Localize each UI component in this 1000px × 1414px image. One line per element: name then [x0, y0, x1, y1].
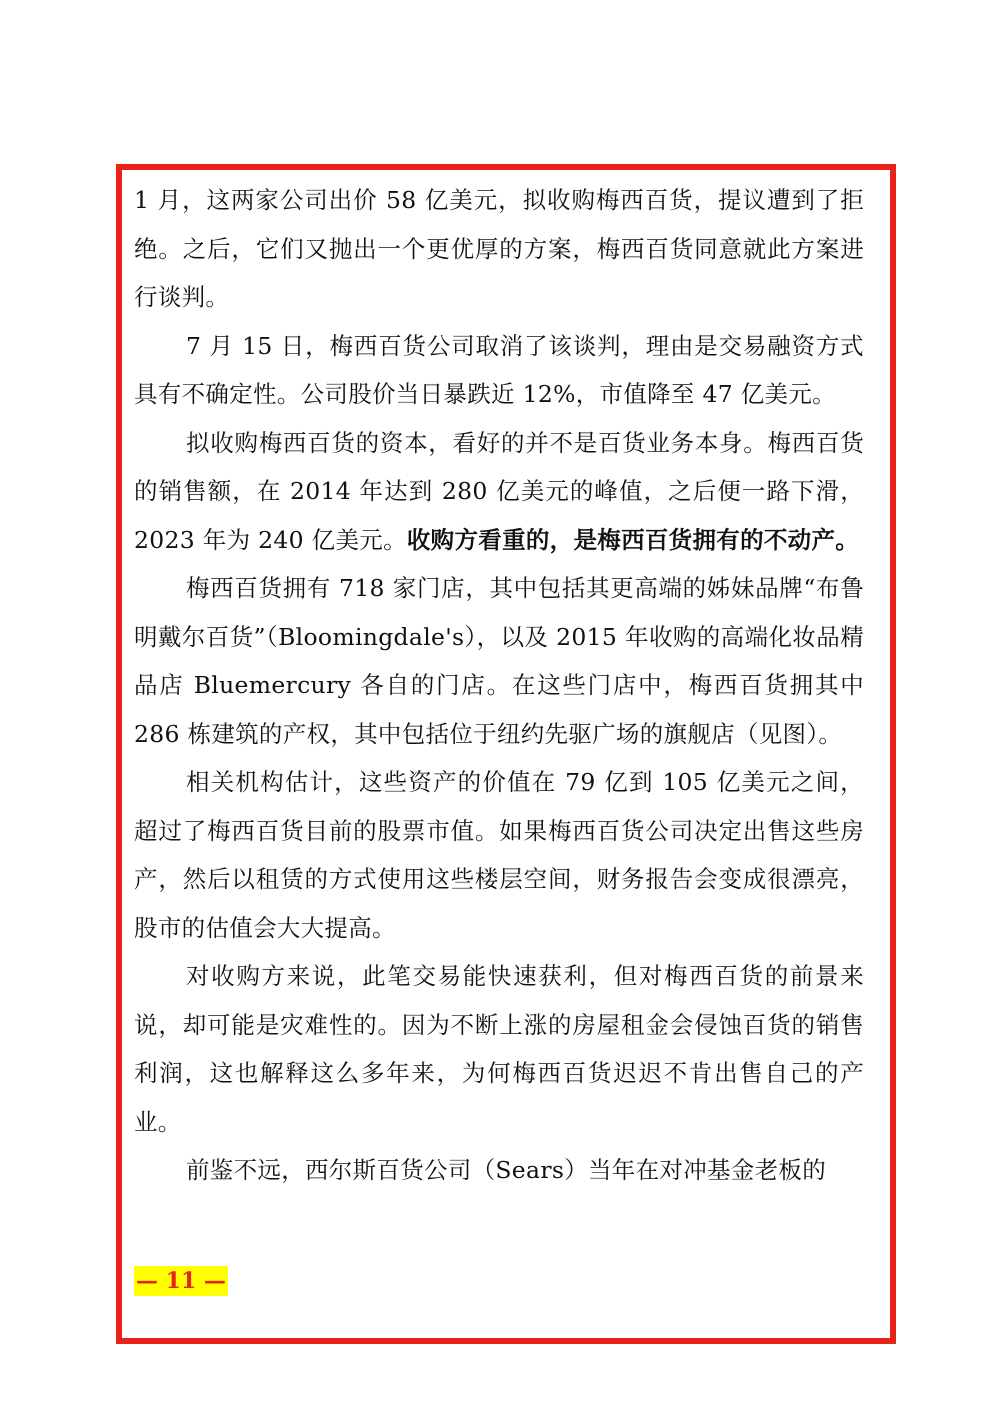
paragraph-7: 前鉴不远，西尔斯百货公司（Sears）当年在对冲基金老板的: [186, 1156, 827, 1184]
paragraph-3-text: 拟收购梅西百货的资本，看好的并不是百货业务本身。梅西百货的销售额，在 2014 年达到 280 亿美元的峰值，之后便一路下滑，2023 年为 240 亿美元。: [134, 428, 864, 554]
paragraph-3: [134, 419, 864, 565]
paragraph-5: 相关机构估计，这些资产的价值在 79 亿到 105 亿美元之间，超过了梅西百货目前的股票市值。如果梅西百货公司决定出售这些房产，然后以租赁的方式使用这些楼层空间，财务报告会变成很漂亮，股市的估值会大大提高。: [134, 768, 864, 942]
paragraph-2: 7 月 15 日，梅西百货公司取消了该谈判，理由是交易融资方式具有不确定性。公司股价当日暴跌近 12%，市值降至 47 亿美元。: [134, 331, 864, 408]
paragraph-6: 对收购方来说，此笔交易能快速获利，但对梅西百货的前景来说，却可能是灾难性的。因为不断上涨的房屋租金会侵蚀百货的销售利润，这也解释这么多年来，为何梅西百货迟迟不肯出售自己的产业。: [134, 962, 864, 1136]
paragraph-3-bold-text: 收购方看重的，是梅西百货拥有的不动产。: [406, 525, 860, 554]
page-number: — 11 —: [136, 1268, 226, 1294]
document-body: [134, 176, 864, 1195]
paragraph-4: 梅西百货拥有 718 家门店，其中包括其更高端的姊妹品牌“布鲁明戴尔百货”（Bloomingdale's），以及 2015 年收购的高端化妆品精品店 Bluemercury 各自的门店。在这些门店中，梅西百货拥其中 286 栋建筑的产权，其中包括位于纽约先驱广场的旗舰店（见图）。: [134, 574, 864, 748]
paragraph-1: 1 月，这两家公司出价 58 亿美元，拟收购梅西百货，提议遭到了拒绝。之后，它们又抛出一个更优厚的方案，梅西百货同意就此方案进行谈判。: [134, 186, 864, 311]
